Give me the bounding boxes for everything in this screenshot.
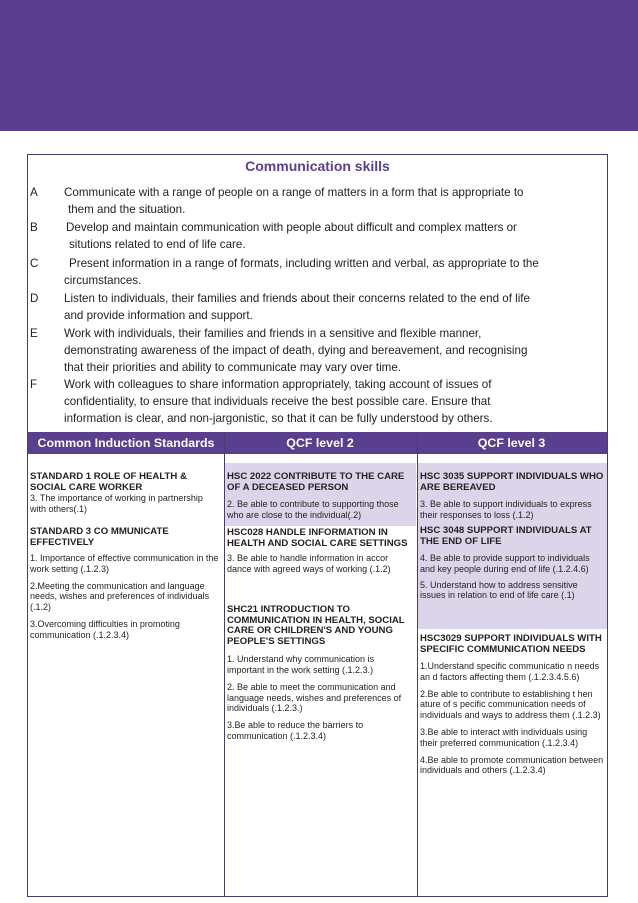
skill-line: Develop and maintain communication with people about difficult and complex matters or — [66, 221, 517, 234]
unit-title: HSC3029 SUPPORT INDIVIDUALS WITH SPECIFIC COMMUNICATION NEEDS — [420, 633, 602, 655]
skill-letter: A — [30, 186, 38, 199]
skill-line: information is clear, and non-jargonistic, so that it can be fully understood by others. — [64, 412, 493, 425]
skill-line: Listen to individuals, their families and friends about their concerns related to the end of life — [64, 292, 530, 305]
unit-shc21 — [225, 605, 416, 741]
skill-letter: D — [30, 292, 39, 305]
header-banner — [0, 0, 638, 131]
skill-line: Work with individuals, their families and friends in a sensitive and flexible manner, — [64, 327, 482, 340]
skill-letter: E — [30, 327, 38, 340]
skill-line: circumstances. — [64, 274, 142, 287]
skill-line: Work with colleagues to share information appropriately, taking account of issues of — [64, 378, 492, 391]
skill-line: demonstrating awareness of the impact of death, dying and bereavement, and recognising — [64, 344, 528, 357]
unit-item: 2.Be able to contribute to establishing t hen ature of s pecific communication needs of individuals and ways to address them (.1.2.3) — [420, 689, 601, 720]
unit-item: 1. Understand why communication is important in the work setting (.1.2.3.) — [227, 654, 375, 675]
header-common-induction: Common Induction Standards — [37, 436, 215, 450]
skill-line: that their priorities and ability to communicate may vary over time. — [64, 361, 401, 374]
standard-item: 2.Meeting the communication and language needs, wishes and preferences of individuals (.1.2) — [30, 581, 210, 612]
standard-item: 3.Overcoming difficulties in promoting communication (.1.2.3.4) — [30, 619, 180, 640]
standard-1 — [28, 472, 222, 514]
skill-line: them and the situation. — [68, 203, 186, 216]
skill-letter: C — [30, 257, 39, 270]
standard-item: 1. Importance of effective communication in the work setting (.1.2.3) — [30, 553, 219, 574]
header-qcf-level-2: QCF level 2 — [286, 436, 354, 450]
unit-item: 4.Be able to promote communication between individuals and others (.1.2.3.4) — [420, 755, 604, 776]
unit-item: 3. Be able to handle information in accor dance with agreed ways of working (.1.2) — [227, 553, 391, 574]
unit-item: 4. Be able to provide support to individuals and key people during end of life (.1.2.4.6) — [420, 553, 590, 574]
unit-item: 3. Be able to support individuals to express their responses to loss (.1.2) — [420, 499, 592, 520]
standard-3 — [28, 527, 222, 640]
standard-title: STANDARD 3 CO MMUNICATE EFFECTIVELY — [30, 526, 169, 548]
skill-letter: B — [30, 221, 38, 234]
unit-hsc2022 — [225, 463, 416, 526]
skill-line: and provide information and support. — [64, 309, 253, 322]
unit-item: 2. Be able to contribute to supporting those who are close to the individual(.2) — [227, 499, 399, 520]
unit-title: HSC 2022 CONTRIBUTE TO THE CARE OF A DECEASED PERSON — [227, 471, 405, 493]
unit-item: 2. Be able to meet the communication and language needs, wishes and preferences of individuals (.1.2.3.) — [227, 682, 402, 713]
skill-letter: F — [30, 378, 38, 391]
unit-item: 3.Be able to reduce the barriers to communication (.1.2.3.4) — [227, 720, 364, 741]
unit-hsc3029 — [418, 634, 607, 776]
unit-title: HSC 3048 SUPPORT INDIVIDUALS AT THE END OF LIFE — [420, 525, 592, 547]
unit-item: 1.Understand specific communicatio n needs an d factors affecting them (.1.2.3.4.5.6) — [420, 661, 600, 682]
unit-item: 3.Be able to interact with individuals using their preferred communication (.1.2.3.4) — [420, 727, 588, 748]
standard-item: 3. The importance of working in partnership with others(.1) — [30, 493, 203, 514]
unit-title: HSC028 HANDLE INFORMATION IN HEALTH AND SOCIAL CARE SETTINGS — [227, 527, 408, 549]
unit-title: SHC21 INTRODUCTION TO COMMUNICATION IN HEALTH, SOCIAL CARE OR CHILDREN'S AND YOUNG PEOPLE'S SETTINGS — [227, 604, 405, 647]
skill-line: Present information in a range of formats, including written and verbal, as appropriate to the — [69, 257, 539, 270]
skill-line: situtions related to end of life care. — [69, 238, 246, 251]
unit-item: 5. Understand how to address sensitive issues in relation to end of life care (.1) — [420, 580, 578, 601]
units-bereavement-end-of-life — [418, 463, 607, 629]
communication-skills-section — [28, 155, 607, 431]
skills-title: Communication skills — [245, 158, 390, 174]
standard-title: STANDARD 1 ROLE OF HEALTH & SOCIAL CARE WORKER — [30, 471, 187, 493]
header-qcf-level-3: QCF level 3 — [477, 436, 546, 450]
skill-line: confidentiality, to ensure that individuals receive the best possible care. Ensure that — [64, 395, 491, 408]
unit-title: HSC 3035 SUPPORT INDIVIDUALS WHO ARE BEREAVED — [420, 471, 604, 493]
skill-line: Communicate with a range of people on a range of matters in a form that is appropriate to — [64, 186, 524, 199]
table-header — [28, 432, 607, 454]
unit-hsc028 — [225, 528, 416, 574]
